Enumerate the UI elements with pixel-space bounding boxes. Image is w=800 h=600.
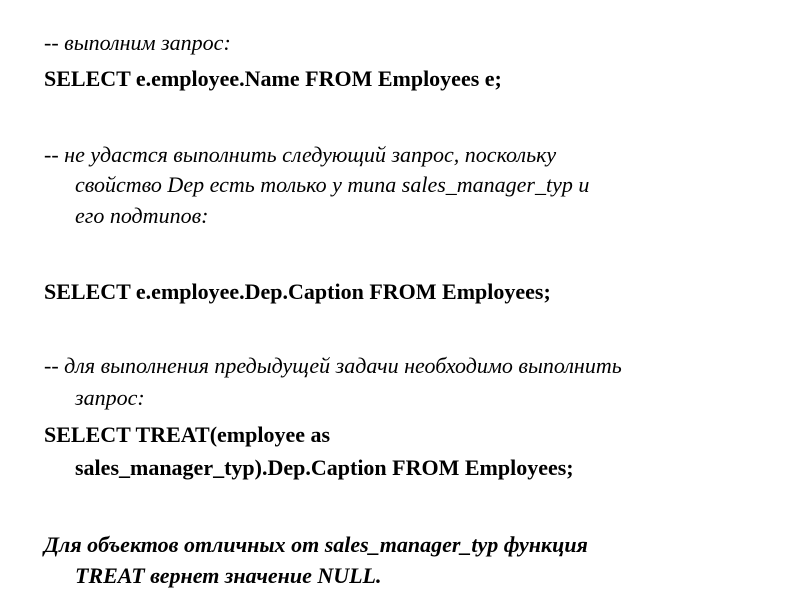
sql-select-dep-caption-query: SELECT e.employee.Dep.Caption FROM Employees; <box>44 279 551 304</box>
treat-null-note-line-2: TREAT вернет значение NULL. <box>75 563 382 588</box>
sql-select-name-query: SELECT e.employee.Name FROM Employees e; <box>44 66 502 91</box>
comment-previous-task-line-1: -- для выполнения предыдущей задачи необходимо выполнить <box>44 353 622 378</box>
sql-treat-query-line-2: sales_manager_typ).Dep.Caption FROM Employees; <box>75 455 574 480</box>
comment-run-query: -- выполним запрос: <box>44 30 231 55</box>
comment-dep-property-line-3: его подтипов: <box>75 203 209 228</box>
comment-previous-task-line-2: запрос: <box>75 385 145 410</box>
treat-null-note-line-1: Для объектов отличных от sales_manager_typ функция <box>44 532 588 557</box>
comment-dep-property-line-1: -- не удастся выполнить следующий запрос, поскольку <box>44 142 557 167</box>
sql-treat-query-line-1: SELECT TREAT(employee as <box>44 422 331 447</box>
comment-dep-property-line-2: свойство Dep есть только у типа sales_manager_typ и <box>75 172 590 197</box>
